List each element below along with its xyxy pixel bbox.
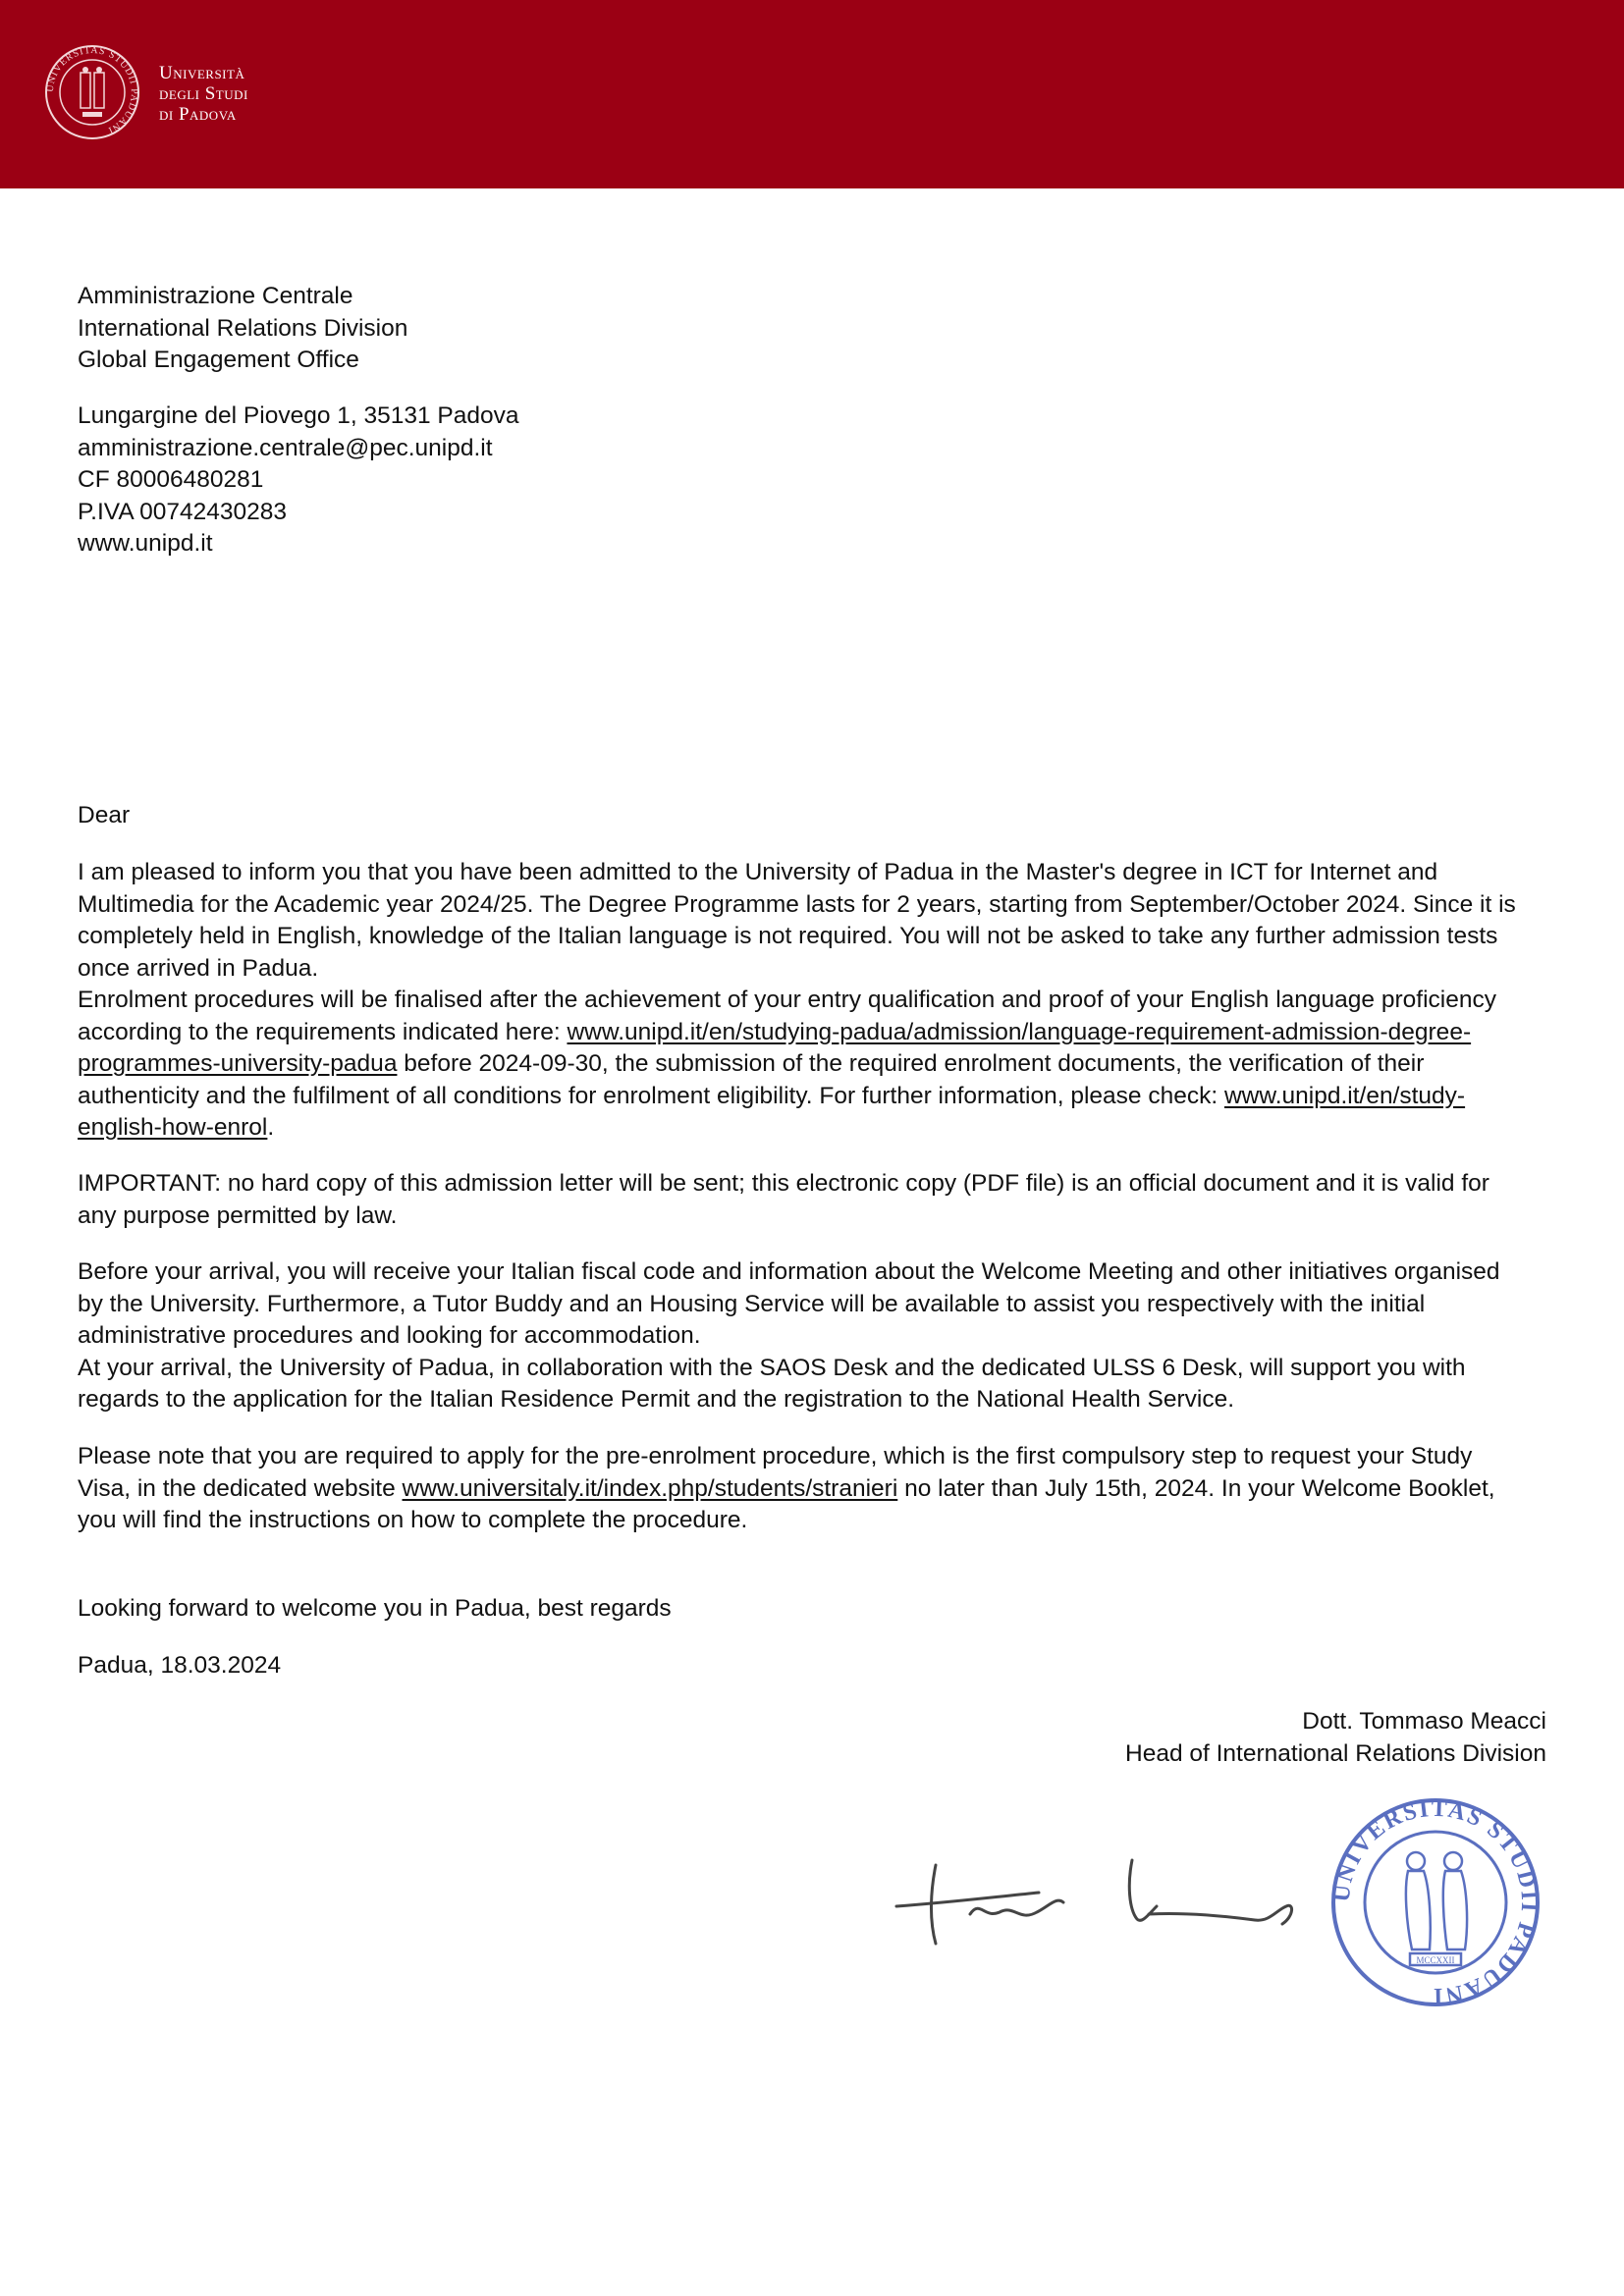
text-line: by the University. Furthermore, a Tutor Buddy and an Housing Service will be available to assist you respectively with the initial [78, 1290, 1426, 1317]
official-stamp [1327, 1794, 1543, 2010]
text-line: Before your arrival, you will receive your Italian fiscal code and information about the Welcome Meeting and other initiatives organised [78, 1258, 1500, 1285]
university-seal-logo [43, 43, 141, 141]
universitaly-link[interactable]: www.universitaly.it/index.php/students/stranieri [402, 1474, 898, 1502]
stamp-year: MCCXXII [1416, 1955, 1455, 1965]
signatory-title: Head of International Relations Division [1125, 1739, 1546, 1767]
date-line: Padua, 18.03.2024 [78, 1652, 282, 1679]
paragraph-visa [78, 1441, 1550, 1537]
text-line: I am pleased to inform you that you have been admitted to the University of Padua in the Master's degree in ICT for Internet and [78, 859, 1438, 885]
text-line: Please note that you are required to apply for the pre-enrolment procedure, which is the first compulsory step to request your Study [78, 1443, 1473, 1469]
text-line: according to the requirements indicated here: www.unipd.it/en/studying-padua/admission/language-requirement-admission-degree- [78, 1018, 1472, 1045]
sender-line: International Relations Division [78, 314, 408, 342]
language-requirement-link-cont[interactable]: programmes-university-padua [78, 1050, 398, 1077]
address-street: Lungargine del Piovego 1, 35131 Padova [78, 402, 519, 429]
seal-ring-text: UNIVERSITAS STUDII PADUANI [44, 44, 140, 136]
closing-line: Looking forward to welcome you in Padua, best regards [78, 1595, 672, 1622]
paragraph-arrival [78, 1256, 1550, 1416]
address-email: amministrazione.centrale@pec.unipd.it [78, 434, 493, 461]
svg-text:UNIVERSITAS STUDII PADUANI [1329, 1796, 1543, 2008]
signatory-block [1125, 1706, 1546, 1770]
wordmark-line-1: Università [159, 63, 245, 83]
paragraph-important [78, 1168, 1550, 1232]
how-to-enrol-link[interactable]: www.unipd.it/en/study- [1223, 1082, 1466, 1109]
text-line: programmes-university-padua before 2024-09-30, the submission of the required enrolment documents, the verification of their [78, 1050, 1425, 1077]
text-line: Enrolment procedures will be finalised after the achievement of your entry qualification and proof of your English language proficiency [78, 987, 1496, 1013]
address-cf: CF 80006480281 [78, 466, 264, 493]
text-line: Visa, in the dedicated website www.universitaly.it/index.php/students/stranieri no later than July 15th, 2024. In your Welcome Booklet, [78, 1474, 1495, 1502]
sender-block [78, 281, 407, 377]
text-line: once arrived in Padua. [78, 954, 319, 982]
text-line: administrative procedures and looking for accommodation. [78, 1322, 701, 1349]
text-line: authenticity and the fulfilment of all conditions for enrolment eligibility. For further information, please check: www.unipd.it/en/study- [78, 1082, 1466, 1109]
stamp-ring-text: UNIVERSITAS STUDII PADUANI [1328, 1795, 1543, 2009]
text-line: you will find the instructions on how to complete the procedure. [78, 1507, 748, 1533]
text-line: english-how-enrol. [78, 1114, 275, 1141]
text-line: IMPORTANT: no hard copy of this admission letter will be sent; this electronic copy (PDF file) is an official document and it is valid for [78, 1170, 1489, 1197]
handwritten-signature [892, 1845, 1304, 1953]
text-line: At your arrival, the University of Padua, in collaboration with the SAOS Desk and the dedicated ULSS 6 Desk, will support you with [78, 1354, 1466, 1381]
sender-line: Amministrazione Centrale [78, 283, 353, 309]
address-vat: P.IVA 00742430283 [78, 498, 287, 525]
university-wordmark [159, 63, 248, 125]
header-banner [0, 0, 1624, 188]
salutation: Dear [78, 802, 131, 828]
text-line: completely held in English, knowledge of the Italian language is not required. You will not be asked to take any further admission tests [78, 923, 1498, 949]
signatory-name: Dott. Tommaso Meacci [1302, 1708, 1546, 1735]
text-line: Multimedia for the Academic year 2024/25. The Degree Programme lasts for 2 years, starting from September/October 2024. Since it is [78, 890, 1516, 918]
language-requirement-link[interactable]: www.unipd.it/en/studying-padua/admission/language-requirement-admission-degree- [567, 1018, 1472, 1045]
address-website: www.unipd.it [78, 530, 213, 557]
paragraph-admission [78, 857, 1550, 1145]
wordmark-line-3: di Padova [159, 104, 237, 125]
text-line: regards to the application for the Italian Residence Permit and the registration to the National Health Service. [78, 1386, 1235, 1413]
address-block [78, 400, 519, 561]
how-to-enrol-link-cont[interactable]: english-how-enrol [78, 1114, 268, 1141]
sender-line: Global Engagement Office [78, 347, 359, 373]
text-line: any purpose permitted by law. [78, 1201, 398, 1229]
wordmark-line-2: degli Studi [159, 83, 248, 104]
